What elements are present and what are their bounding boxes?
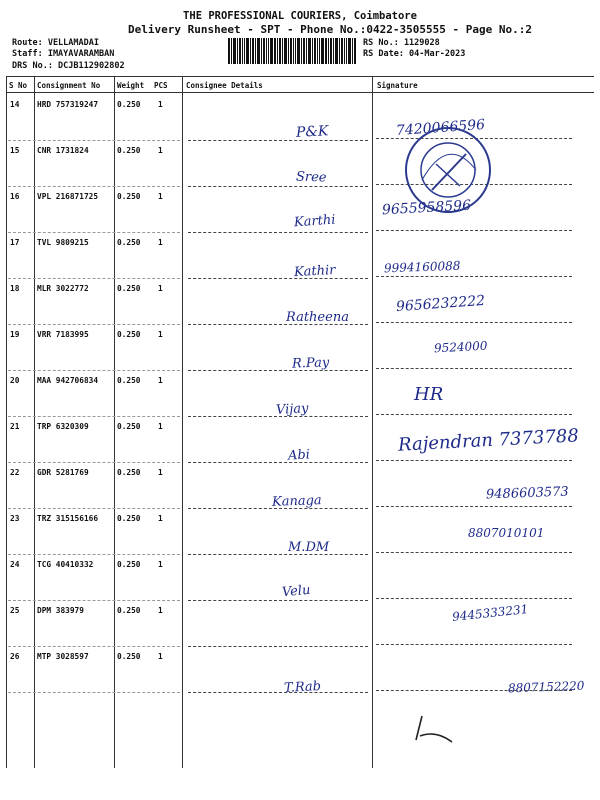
row-consignment-no: TVL 9809215 bbox=[37, 238, 89, 247]
signature-divider bbox=[376, 506, 572, 507]
row-sno: 22 bbox=[10, 468, 20, 477]
row-consignment-no: GDR 5281769 bbox=[37, 468, 89, 477]
row-weight: 0.250 bbox=[117, 514, 141, 523]
row-consignment-no: TCG 40410332 bbox=[37, 560, 94, 569]
row-weight: 0.250 bbox=[117, 468, 141, 477]
row-pcs: 1 bbox=[158, 422, 163, 431]
table-top-border bbox=[6, 76, 594, 77]
column-divider bbox=[114, 76, 115, 768]
row-pcs: 1 bbox=[158, 514, 163, 523]
column-divider bbox=[34, 76, 35, 768]
column-divider bbox=[372, 76, 373, 768]
signature-divider bbox=[376, 552, 572, 553]
row-divider bbox=[8, 692, 180, 693]
row-pcs: 1 bbox=[158, 100, 163, 109]
consignee-divider bbox=[188, 278, 368, 279]
row-weight: 0.250 bbox=[117, 376, 141, 385]
row-consignee-handwriting: T.Rab bbox=[283, 679, 322, 696]
consignee-divider bbox=[188, 140, 368, 141]
row-pcs: 1 bbox=[158, 468, 163, 477]
row-sno: 18 bbox=[10, 284, 20, 293]
signature-divider bbox=[376, 322, 572, 323]
signature-divider bbox=[376, 276, 572, 277]
signature-divider bbox=[376, 598, 572, 599]
row-divider bbox=[8, 324, 180, 325]
barcode-image bbox=[228, 38, 356, 64]
row-sno: 15 bbox=[10, 146, 20, 155]
row-signature-handwriting: 7420066596 bbox=[395, 116, 486, 140]
row-consignment-no: DPM 383979 bbox=[37, 606, 84, 615]
row-signature-handwriting: 8807152220 bbox=[507, 678, 585, 696]
staff-label: Staff: IMAYAVARAMBAN bbox=[12, 49, 115, 59]
row-sno: 17 bbox=[10, 238, 20, 247]
table-header-border bbox=[6, 92, 594, 93]
route-label: Route: VELLAMADAI bbox=[12, 38, 99, 48]
row-consignment-no: MAA 942706834 bbox=[37, 376, 99, 385]
row-pcs: 1 bbox=[158, 606, 163, 615]
row-consignee-handwriting: P&K bbox=[295, 123, 329, 141]
row-divider bbox=[8, 462, 180, 463]
consignee-divider bbox=[188, 554, 368, 555]
row-sno: 21 bbox=[10, 422, 20, 431]
row-signature-handwriting: 9445333231 bbox=[451, 602, 529, 624]
row-signature-handwriting: 9994160088 bbox=[383, 258, 461, 276]
row-signature-handwriting: Rajendran 7373788 bbox=[397, 425, 580, 456]
row-pcs: 1 bbox=[158, 652, 163, 661]
row-weight: 0.250 bbox=[117, 560, 141, 569]
col-pcs: PCS bbox=[154, 81, 168, 90]
consignee-divider bbox=[188, 370, 368, 371]
row-consignee-handwriting: Kathir bbox=[293, 262, 336, 281]
row-pcs: 1 bbox=[158, 330, 163, 339]
pen-mark-icon bbox=[412, 712, 462, 746]
col-weight: Weight bbox=[117, 81, 145, 90]
row-weight: 0.250 bbox=[117, 652, 141, 661]
row-sno: 14 bbox=[10, 100, 20, 109]
row-consignment-no: CNR 1731824 bbox=[37, 146, 89, 155]
document-subtitle: Delivery Runsheet - SPT - Phone No.:0422-3505555 - Page No.:2 bbox=[128, 23, 532, 36]
row-weight: 0.250 bbox=[117, 100, 141, 109]
row-sno: 26 bbox=[10, 652, 20, 661]
consignee-divider bbox=[188, 646, 368, 647]
row-divider bbox=[8, 508, 180, 509]
row-divider bbox=[8, 370, 180, 371]
row-consignment-no: HRD 757319247 bbox=[37, 100, 99, 109]
signature-divider bbox=[376, 644, 572, 645]
row-divider bbox=[8, 232, 180, 233]
row-consignment-no: MTP 3028597 bbox=[37, 652, 89, 661]
rs-number: RS No.: 1129028 bbox=[363, 38, 440, 48]
row-weight: 0.250 bbox=[117, 192, 141, 201]
col-consignee: Consignee Details bbox=[186, 81, 263, 90]
consignee-divider bbox=[188, 462, 368, 463]
row-consignment-no: VRR 7183995 bbox=[37, 330, 89, 339]
signature-divider bbox=[376, 460, 572, 461]
row-weight: 0.250 bbox=[117, 238, 141, 247]
courier-stamp-icon bbox=[402, 124, 494, 216]
row-pcs: 1 bbox=[158, 376, 163, 385]
signature-divider bbox=[376, 690, 572, 691]
row-weight: 0.250 bbox=[117, 284, 141, 293]
row-weight: 0.250 bbox=[117, 422, 141, 431]
row-sno: 19 bbox=[10, 330, 20, 339]
consignee-divider bbox=[188, 600, 368, 601]
rs-date: RS Date: 04-Mar-2023 bbox=[363, 49, 466, 59]
row-sno: 23 bbox=[10, 514, 20, 523]
signature-divider bbox=[376, 368, 572, 369]
row-divider bbox=[8, 646, 180, 647]
consignee-divider bbox=[188, 508, 368, 509]
row-divider bbox=[8, 600, 180, 601]
row-divider bbox=[8, 278, 180, 279]
table-left-border bbox=[6, 76, 7, 768]
row-pcs: 1 bbox=[158, 146, 163, 155]
row-consignment-no: MLR 3022772 bbox=[37, 284, 89, 293]
row-sno: 20 bbox=[10, 376, 20, 385]
row-sno: 16 bbox=[10, 192, 20, 201]
col-consignment: Consignment No bbox=[37, 81, 101, 90]
col-sno: S No bbox=[9, 81, 28, 90]
row-consignee-handwriting: Karthi bbox=[293, 212, 336, 231]
row-signature-handwriting: 9524000 bbox=[433, 338, 488, 356]
consignee-divider bbox=[188, 186, 368, 187]
row-pcs: 1 bbox=[158, 560, 163, 569]
row-signature-handwriting: 9486603573 bbox=[485, 484, 569, 503]
consignee-divider bbox=[188, 324, 368, 325]
row-consignee-handwriting: Vijay bbox=[275, 401, 309, 418]
signature-divider bbox=[376, 230, 572, 231]
row-signature-handwriting: 8807010101 bbox=[468, 526, 545, 540]
consignee-divider bbox=[188, 692, 368, 693]
col-signature: Signature bbox=[377, 81, 418, 90]
row-pcs: 1 bbox=[158, 284, 163, 293]
row-divider bbox=[8, 140, 180, 141]
row-signature-handwriting: 9655958596 bbox=[381, 197, 472, 219]
row-divider bbox=[8, 186, 180, 187]
row-sno: 25 bbox=[10, 606, 20, 615]
consignee-divider bbox=[188, 416, 368, 417]
row-signature-handwriting: HR bbox=[414, 384, 444, 405]
drs-number: DRS No.: DCJB112902802 bbox=[12, 61, 125, 71]
row-weight: 0.250 bbox=[117, 146, 141, 155]
row-consignee-handwriting: Velu bbox=[281, 582, 312, 601]
row-consignment-no: TRP 6320309 bbox=[37, 422, 89, 431]
row-weight: 0.250 bbox=[117, 606, 141, 615]
row-pcs: 1 bbox=[158, 192, 163, 201]
row-consignee-handwriting: Abi bbox=[287, 447, 311, 464]
row-consignee-handwriting: M.DM bbox=[288, 540, 330, 555]
column-divider bbox=[182, 76, 183, 768]
row-consignee-handwriting: R.Pay bbox=[291, 355, 330, 372]
row-consignment-no: VPL 216871725 bbox=[37, 192, 99, 201]
row-sno: 24 bbox=[10, 560, 20, 569]
signature-divider bbox=[376, 414, 572, 415]
row-consignee-handwriting: Ratheena bbox=[286, 310, 349, 325]
document-title: THE PROFESSIONAL COURIERS, Coimbatore bbox=[183, 10, 417, 22]
row-consignment-no: TRZ 315156166 bbox=[37, 514, 99, 523]
row-consignee-handwriting: Kanaga bbox=[271, 493, 322, 510]
row-divider bbox=[8, 416, 180, 417]
row-weight: 0.250 bbox=[117, 330, 141, 339]
row-pcs: 1 bbox=[158, 238, 163, 247]
row-consignee-handwriting: Sree bbox=[295, 169, 327, 186]
row-divider bbox=[8, 554, 180, 555]
consignee-divider bbox=[188, 232, 368, 233]
row-signature-handwriting: 9656232222 bbox=[395, 292, 486, 316]
